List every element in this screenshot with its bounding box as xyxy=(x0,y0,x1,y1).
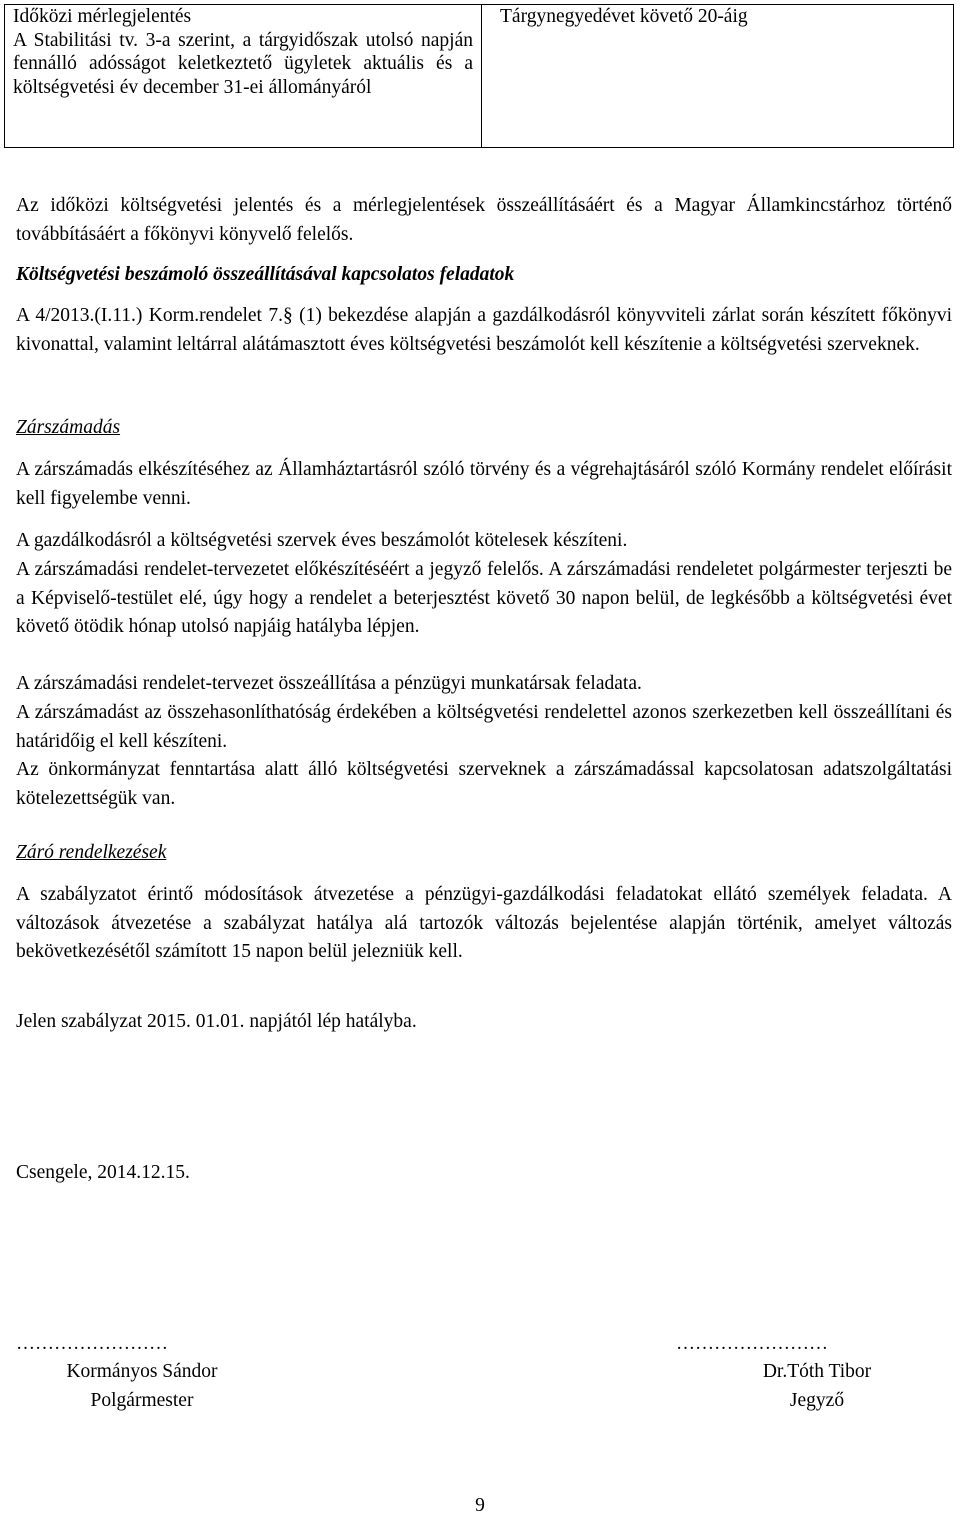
paragraph-amendments: A szabályzatot érintő módosítások átvezetése a pénzügyi-gazdálkodási feladatokat ellátó személyek feladata. A változások átvezetése a szabályzat hatálya alá tartozók változás bejelentése alapján történik, amelyet változás bekövetkezésétől számított 15 napon belül jelezniük kell. xyxy=(16,884,952,962)
paragraph-final-accounts-rules: A zárszámadás elkészítéséhez az Államháztartásról szóló törvény és a végrehajtásáról szóló Kormány rendelet előírásit kell figyelembe venni. xyxy=(16,459,952,509)
left-signature-line: …………………… xyxy=(16,1333,168,1354)
paragraph-data-provision: Az önkormányzat fenntartása alatt álló költségvetési szerveknek a zárszámadással kapcsolatosan adatszolgáltatási kötelezettségük van. xyxy=(16,759,952,809)
right-signature-line: …………………… xyxy=(676,1333,828,1354)
deadline-table xyxy=(4,4,954,148)
report-title: Időközi mérlegjelentés xyxy=(13,6,192,27)
table-cell-deadline xyxy=(482,5,954,148)
paragraph-annual-statement: A gazdálkodásról a költségvetési szervek éves beszámolót kötelesek készíteni. xyxy=(16,530,628,551)
table-cell-report-type xyxy=(5,5,482,148)
report-description: A Stabilitási tv. 3-a szerint, a tárgyidőszak utolsó napján fennálló adósságot keletkeztető ügyletek aktuális és a költségvetési év december 31-ei állományáról xyxy=(13,29,473,98)
place-and-date: Csengele, 2014.12.15. xyxy=(16,1162,190,1183)
paragraph-annual-report: A 4/2013.(I.11.) Korm.rendelet 7.§ (1) bekezdése alapján a gazdálkodásról könyvviteli zárlat során készített főkönyvi kivonattal, valamint leltárral alátámasztott éves költségvetési beszámolót kell készítenie a költségvetési szerveknek. xyxy=(16,305,952,355)
paragraph-comparability: A zárszámadást az összehasonlíthatóság érdekében a költségvetési rendelettel azonos szerkezetben kell összeállítani és határidőig el kell készíteni. xyxy=(16,702,952,752)
paragraph-draft-responsibility: A zárszámadási rendelet-tervezetet előkészítéséért a jegyző felelős. A zárszámadási rendeletet polgármester terjeszti be a Képviselő-testület elé, úgy hogy a rendelet a beterjesztést követő 30 napon belül, de legkésőbb a költségvetési évet követő ötödik hónap utolsó napjáig hatályba lépjen. xyxy=(16,559,952,637)
table-row xyxy=(5,5,954,148)
page-number: 9 xyxy=(475,1495,485,1516)
left-signatory-name: Kormányos Sándor xyxy=(66,1361,218,1382)
section-heading-closing-provisions: Záró rendelkezések xyxy=(16,842,167,863)
section-heading-annual-report: Költségvetési beszámoló összeállításával kapcsolatos feladatok xyxy=(16,264,515,285)
deadline-text: Tárgynegyedévet követő 20-áig xyxy=(500,6,748,27)
left-signatory-title: Polgármester xyxy=(90,1390,194,1411)
right-signatory-title: Jegyző xyxy=(789,1390,845,1411)
paragraph-interim-report: Az időközi költségvetési jelentés és a mérlegjelentések összeállításáért és a Magyar Államkincstárhoz történő továbbításáért a főkönyvi könyvelő felelős. xyxy=(16,195,952,245)
right-signatory-name: Dr.Tóth Tibor xyxy=(762,1361,872,1382)
paragraph-effective-date: Jelen szabályzat 2015. 01.01. napjától lép hatályba. xyxy=(16,1011,417,1032)
paragraph-draft-compilation: A zárszámadási rendelet-tervezet összeállítása a pénzügyi munkatársak feladata. xyxy=(16,673,642,694)
section-heading-final-accounts: Zárszámadás xyxy=(16,417,121,438)
